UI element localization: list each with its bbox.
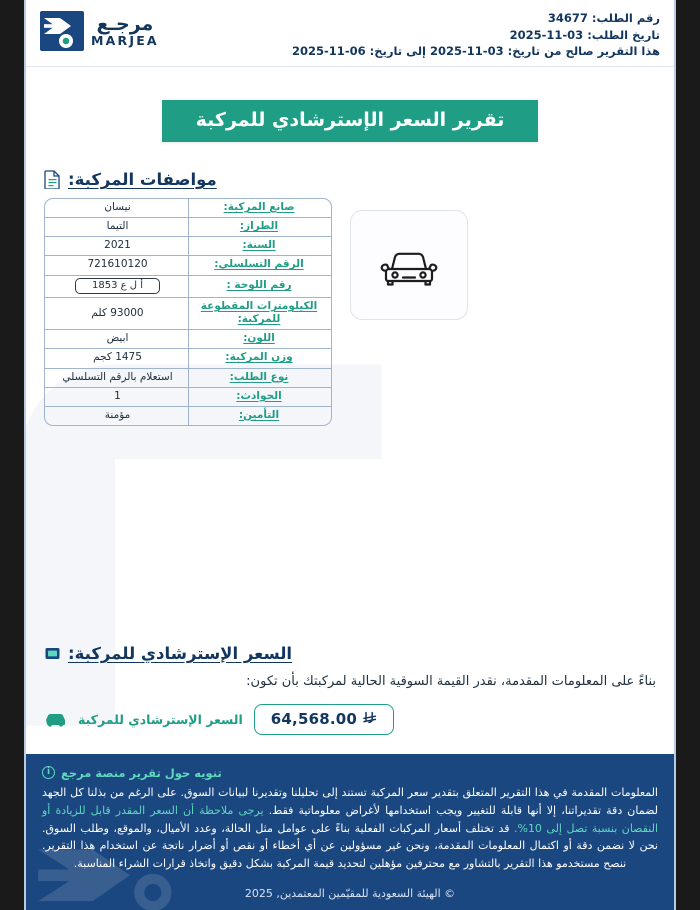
title-banner-wrap — [26, 100, 674, 142]
spec-row — [45, 276, 331, 299]
spec-row — [45, 330, 331, 349]
order-date: تاريخ الطلب: 03-11-2025 — [509, 27, 660, 42]
vehicle-specifications-section — [26, 170, 674, 426]
spec-row-value: 721610120 — [87, 258, 148, 271]
specs-body — [44, 198, 656, 426]
spec-row — [45, 237, 331, 256]
spec-row-label: رقم اللوحة : — [188, 276, 331, 298]
marjea-logo-wordmark — [91, 12, 159, 48]
specs-section-title: مواصفات المركبة: — [68, 170, 217, 190]
spec-row-value: ابيض — [106, 332, 129, 345]
spec-row-label: الطراز: — [188, 218, 331, 236]
spec-row-label: نوع الطلب: — [188, 369, 331, 387]
spec-row-label: الرقم التسلسلي: — [188, 256, 331, 274]
spec-row-value: 93000 كلم — [91, 306, 144, 319]
spec-row-value: 1 — [114, 389, 121, 402]
spec-row-value: مؤمنة — [104, 408, 131, 421]
spec-row — [45, 369, 331, 388]
spec-row-label: وزن المركبة: — [188, 349, 331, 367]
price-result-row — [44, 704, 656, 735]
spec-row — [45, 349, 331, 368]
price-subtitle: بناءً على المعلومات المقدمة، نقدر القيمة السوقية الحالية لمركبتك بأن تكون: — [246, 673, 656, 689]
price-section-title: السعر الإسترشادي للمركبة: — [68, 643, 293, 663]
spec-row-value: 2021 — [104, 239, 131, 252]
report-page — [24, 0, 676, 910]
report-validity: هذا التقرير صالح من تاريخ: 03-11-2025 إلى تاريخ: 06-11-2025 — [292, 44, 660, 59]
footer-text-part1: المعلومات المقدمة في هذا التقرير المتعلق بتقدير سعر المركبة تستند إلى تحليلنا وتقديرنا لبيانات السوق. على الرغم من بذلنا كل الجهد لضمان دقة تقديراتنا، إلا أنها قابلة للتغيير ويجب استخدامها لأغراض معلوماتية فقط. — [42, 785, 658, 817]
report-header — [26, 0, 674, 67]
indicative-price-section — [26, 644, 674, 735]
spec-row — [45, 199, 331, 218]
car-front-icon — [379, 241, 439, 289]
spec-row-label: صانع المركبة: — [188, 199, 331, 217]
spec-row — [45, 218, 331, 237]
footer-heading-row — [42, 766, 658, 780]
spec-row-value: نيسان — [104, 201, 131, 214]
report-title-banner: تقرير السعر الإسترشادي للمركبة — [162, 100, 539, 142]
spec-row-value: 1475 كجم — [93, 351, 142, 364]
indicative-price-amount: 64,568.00 — [270, 709, 358, 728]
indicative-price-chip — [254, 704, 394, 735]
spec-row-value: استعلام بالرقم التسلسلي — [62, 370, 173, 383]
spec-row — [45, 256, 331, 275]
spec-row-label: الحوادث: — [188, 388, 331, 406]
spec-row-label: السنة: — [188, 237, 331, 255]
saudi-riyal-icon — [363, 711, 377, 726]
logo-latin-text: MARJEA — [91, 32, 159, 48]
logo-arabic-text: مرجـع — [96, 12, 154, 35]
report-meta-block — [292, 9, 660, 60]
marjea-logo-mark — [40, 11, 84, 51]
specs-section-heading — [44, 170, 656, 189]
spec-row-label: التأمين: — [188, 407, 331, 425]
info-icon: i — [42, 766, 55, 779]
spec-row — [45, 388, 331, 407]
footer-copyright: © الهيئة السعودية للمقيّمين المعتمدين, 2025 — [244, 887, 456, 900]
price-tag-icon — [44, 644, 61, 663]
spec-row-label: اللون: — [188, 330, 331, 348]
footer-paragraph — [42, 784, 658, 873]
footer-disclaimer — [26, 751, 674, 910]
footer-text-part2: قد تختلف أسعار المركبات الفعلية بناءً على عوامل مثل الحالة، وعدد الأميال، والموقع، وطلب السوق. نحن لا نضمن دقة أو اكتمال المعلومات المقدمة، ونحن غير مسؤولين عن أي أخطاء أو نقص أو أضرار ناتجة عن استخدام هذا التقرير. ننصح مستخدمو هذا التقرير بالتشاور مع محترفين مؤهلين لتحديد قيمة المركبة بشكل دقيق واتخاذ قرارات الشراء المناسبة. — [42, 821, 658, 871]
spec-row — [45, 298, 331, 330]
price-row-label: السعر الإسترشادي للمركبة — [78, 711, 243, 727]
spec-row — [45, 407, 331, 425]
document-icon — [44, 170, 61, 189]
footer-heading: تنويه حول تقرير منصة مرجع — [61, 765, 222, 780]
car-side-icon — [44, 711, 67, 728]
spec-row-value: التيما — [106, 220, 129, 233]
price-section-heading — [44, 644, 656, 663]
license-plate-chip: أ ل ع 1853 — [75, 278, 160, 295]
marjea-logo — [40, 9, 159, 51]
footer-text-highlight: يرجى ملاحظة أن السعر المقدر قابل للزيادة أو النقصان بنسبة تصل إلى 10%. — [42, 803, 659, 835]
vehicle-specs-table — [44, 198, 332, 426]
spec-row-label: الكيلومترات المقطوعة للمركبة: — [188, 298, 331, 329]
order-number: رقم الطلب: 34677 — [547, 11, 660, 25]
vehicle-image-box — [350, 210, 468, 320]
spec-row-value — [45, 276, 188, 298]
